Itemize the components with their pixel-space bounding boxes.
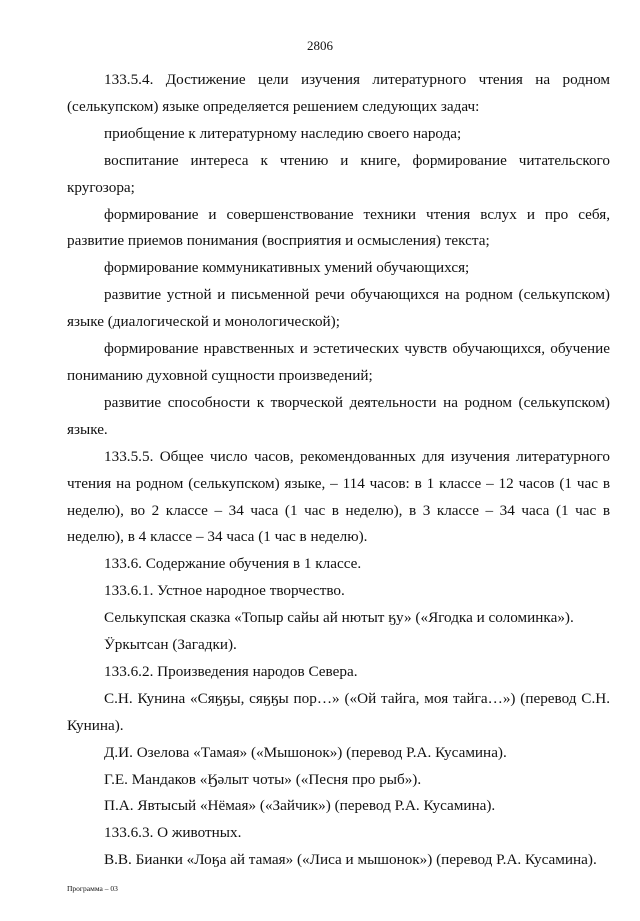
work-item: Д.И. Озелова «Тамая» («Мышонок») (перевод Р.А. Кусамина). [104,743,507,761]
work-item: С.Н. Кунина «Сяӄӄы, сяӄӄы пор…» («Ой тайга, моя тайга…») (перевод С.Н. Кунина). [67,689,610,734]
task-item: развитие способности к творческой деятельности на родном (селькупском) языке. [67,393,610,438]
task-item: воспитание интереса к чтению и книге, формирование читательского кругозора; [67,151,610,196]
work-item: В.В. Бианки «Лоӄа ай тамая» («Лиса и мышонок») (перевод Р.А. Кусамина). [104,851,597,869]
page-number: 2806 [307,38,333,53]
document-body [67,67,610,874]
work-item: Г.Е. Мандаков «Ӄәлыт чоты» («Песня про рыб»). [104,770,422,788]
section-heading-133-6-2: 133.6.2. Произведения народов Севера. [104,662,358,680]
section-heading-133-6-3: 133.6.3. О животных. [104,824,242,842]
section-heading-133-6-1: 133.6.1. Устное народное творчество. [104,582,345,600]
task-item: формирование коммуникативных умений обучающихся; [104,259,470,277]
task-item: формирование и совершенствование техники чтения вслух и про себя, развитие приемов понимания (восприятия и осмысления) текста; [67,205,610,250]
work-item: Ӱркытсан (Загадки). [104,636,237,654]
task-item: развитие устной и письменной речи обучающихся на родном (селькупском) языке (диалогической и монологической); [67,286,610,331]
work-item: Селькупская сказка «Топыр сайы ай нютыт ӄу» («Ягодка и соломинка»). [104,609,574,627]
paragraph-133-5-4: 133.5.4. Достижение цели изучения литературного чтения на родном (селькупском) языке определяется решением следующих задач: [67,71,610,115]
task-item: приобщение к литературному наследию своего народа; [104,124,462,142]
footer-program-label: Программа – 03 [67,884,118,893]
work-item: П.А. Явтысый «Нёмая» («Зайчик») (перевод Р.А. Кусамина). [104,797,496,815]
task-item: формирование нравственных и эстетических чувств обучающихся, обучение пониманию духовной сущности произведений; [67,340,610,384]
paragraph-133-5-5: 133.5.5. Общее число часов, рекомендованных для изучения литературного чтения на родном (селькупском) языке, – 114 часов: в 1 классе – 12 часов (1 час в неделю), во 2 классе – 34 часа (1 час в неделю), в 3 классе – 34 часа (1 час в неделю), в 4 классе – 34 часа (1 час в неделю). [67,447,610,546]
section-heading-133-6: 133.6. Содержание обучения в 1 классе. [104,555,362,573]
